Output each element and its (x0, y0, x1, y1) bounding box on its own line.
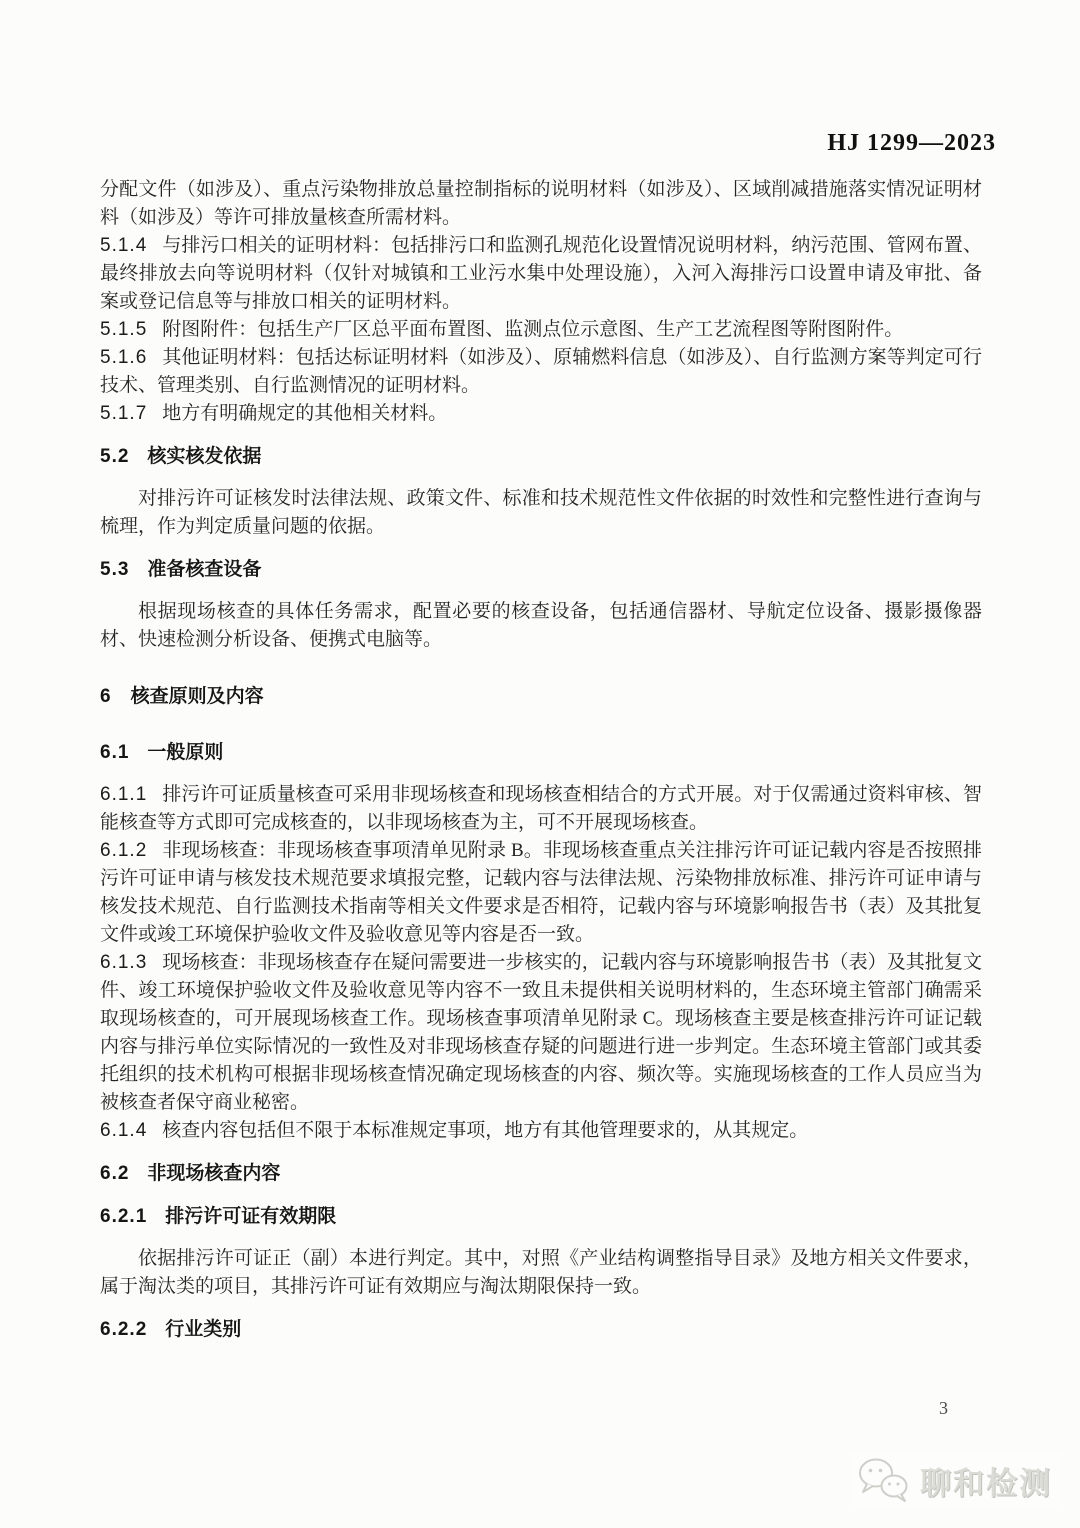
page-number: 3 (939, 1398, 948, 1418)
heading-6-1 (100, 739, 982, 767)
clause-5-1-4 (100, 232, 982, 316)
clause-5-1-5 (100, 316, 982, 344)
clause-text: 排污许可证质量核查可采用非现场核查和现场核查相结合的方式开展。对于仅需通过资料审核、智能核查等方式即可完成核查的，以非现场核查为主，可不开展现场核查。 (100, 784, 982, 833)
heading-number: 6.1 (100, 742, 130, 763)
brand-name: 聊和检测 (920, 1465, 1052, 1501)
clause-5-1-7 (100, 400, 982, 428)
paragraph-continuation: 分配文件（如涉及）、重点污染物排放总量控制指标的说明材料（如涉及）、区域削减措施落实情况证明材料（如涉及）等许可排放量核查所需材料。 (100, 179, 982, 228)
clause-text: 地方有明确规定的其他相关材料。 (162, 403, 448, 424)
clause-text: 与排污口相关的证明材料：包括排污口和监测孔规范化设置情况说明材料，纳污范围、管网布置、最终排放去向等说明材料（仅针对城镇和工业污水集中处理设施），入河入海排污口设置申请及审批、备案或登记信息等与排放口相关的证明材料。 (100, 235, 982, 312)
heading-text: 准备核查设备 (147, 559, 262, 580)
clause-number: 5.1.4 (100, 235, 148, 256)
heading-6-2-1 (100, 1203, 982, 1231)
paragraph-6-2-1: 依据排污许可证正（副）本进行判定。其中，对照《产业结构调整指导目录》及地方相关文件要求，属于淘汰类的项目，其排污许可证有效期应与淘汰期限保持一致。 (100, 1248, 982, 1297)
chapter-number: 6 (100, 686, 111, 707)
clause-number: 5.1.7 (100, 403, 148, 424)
chapter-heading-6 (100, 683, 982, 711)
heading-number: 6.2.2 (100, 1319, 148, 1340)
clause-text: 核查内容包括但不限于本标准规定事项，地方有其他管理要求的，从其规定。 (162, 1120, 809, 1141)
heading-text: 行业类别 (165, 1319, 242, 1340)
clause-6-1-4 (100, 1117, 982, 1145)
clause-6-1-2 (100, 837, 982, 949)
heading-5-3 (100, 556, 982, 584)
clause-text: 附图附件：包括生产厂区总平面布置图、监测点位示意图、生产工艺流程图等附图附件。 (162, 319, 904, 340)
clause-6-1-3 (100, 949, 982, 1117)
heading-6-2-2 (100, 1316, 982, 1344)
clause-number: 6.1.4 (100, 1120, 148, 1141)
brand-watermark (850, 1452, 1062, 1510)
heading-number: 6.2 (100, 1163, 130, 1184)
clause-number: 6.1.2 (100, 840, 148, 861)
heading-text: 非现场核查内容 (147, 1163, 281, 1184)
heading-number: 6.2.1 (100, 1206, 148, 1227)
heading-number: 5.2 (100, 446, 130, 467)
chapter-text: 核查原则及内容 (130, 686, 264, 707)
wechat-chat-bubbles-icon (856, 1456, 912, 1504)
standard-number: HJ 1299—2023 (827, 130, 996, 156)
clause-6-1-1 (100, 781, 982, 837)
document-body (100, 176, 982, 1358)
heading-number: 5.3 (100, 559, 130, 580)
heading-text: 核实核发依据 (147, 446, 262, 467)
clause-text: 现场核查：非现场核查存在疑问需要进一步核实的，记载内容与环境影响报告书（表）及其批复文件、竣工环境保护验收文件及验收意见等内容不一致且未提供相关说明材料的，生态环境主管部门确需采取现场核查的，可开展现场核查工作。现场核查事项清单见附录 C。现场核查主要是核查排污许可证记载内容与排污单位实际情况的一致性及对非现场核查存疑的问题进行进一步判定。生态环境主管部门或其委托组织的技术机构可根据非现场核查情况确定现场核查的内容、频次等。实施现场核查的工作人员应当为被核查者保守商业秘密。 (100, 952, 982, 1113)
clause-number: 6.1.1 (100, 784, 148, 805)
clause-text: 其他证明材料：包括达标证明材料（如涉及）、原辅燃料信息（如涉及）、自行监测方案等判定可行技术、管理类别、自行监测情况的证明材料。 (100, 347, 982, 396)
clause-5-1-6 (100, 344, 982, 400)
heading-text: 一般原则 (147, 742, 224, 763)
clause-number: 5.1.6 (100, 347, 148, 368)
heading-6-2 (100, 1160, 982, 1188)
clause-number: 5.1.5 (100, 319, 148, 340)
heading-text: 排污许可证有效期限 (165, 1206, 337, 1227)
paragraph-5-3: 根据现场核查的具体任务需求，配置必要的核查设备，包括通信器材、导航定位设备、摄影摄像器材、快速检测分析设备、便携式电脑等。 (100, 601, 982, 650)
clause-number: 6.1.3 (100, 952, 148, 973)
clause-text: 非现场核查：非现场核查事项清单见附录 B。非现场核查重点关注排污许可证记载内容是否按照排污许可证申请与核发技术规范要求填报完整，记载内容与法律法规、污染物排放标准、排污许可证申请与核发技术规范、自行监测技术指南等相关文件要求是否相符，记载内容与环境影响报告书（表）及其批复文件或竣工环境保护验收文件及验收意见等内容是否一致。 (100, 840, 982, 945)
heading-5-2 (100, 443, 982, 471)
paragraph-5-2: 对排污许可证核发时法律法规、政策文件、标准和技术规范性文件依据的时效性和完整性进行查询与梳理，作为判定质量问题的依据。 (100, 488, 982, 537)
